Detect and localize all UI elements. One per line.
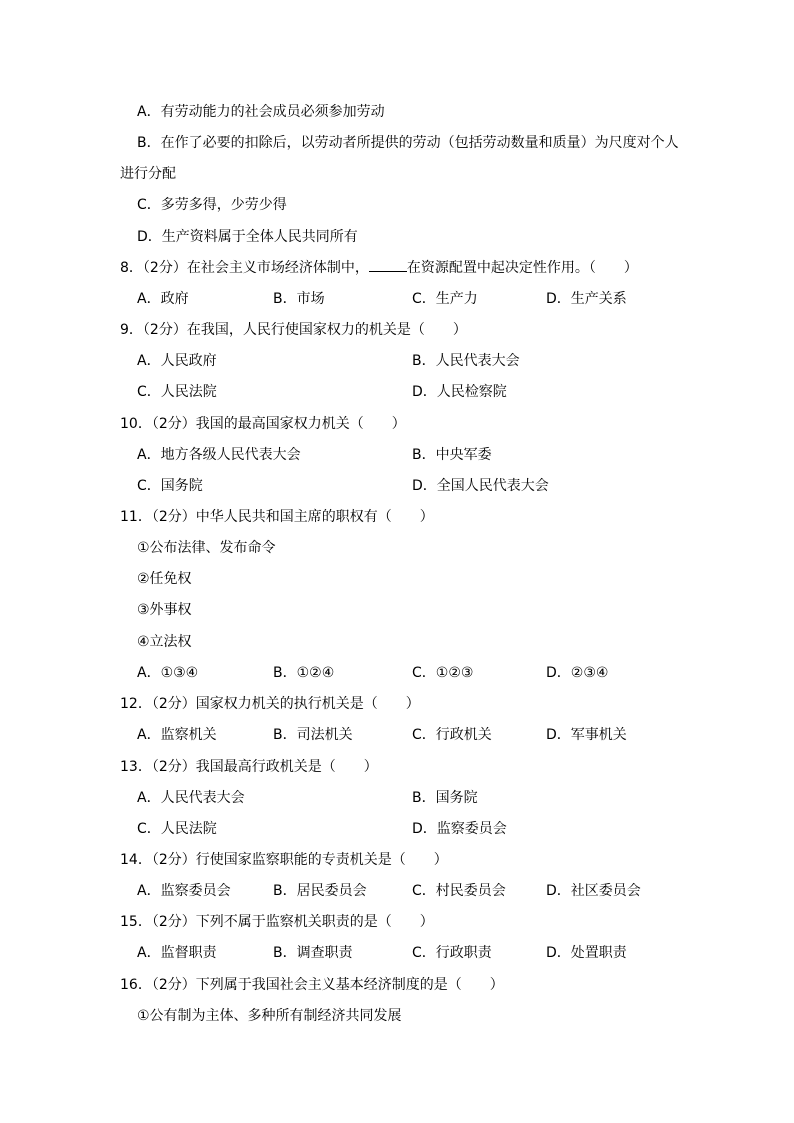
q11-item: ①公布法律、发布命令 xyxy=(137,540,276,556)
question-13-stem: 13．（2分）我国最高行政机关是（ ） xyxy=(120,759,378,775)
question-13-options-row1 xyxy=(0,787,794,809)
question-14-options xyxy=(0,880,794,902)
question-9-options-row2 xyxy=(0,381,794,403)
option: C．生产力 xyxy=(412,291,478,307)
option: B．人民代表大会 xyxy=(412,353,520,369)
option: A．人民代表大会 xyxy=(137,790,245,806)
option: B．司法机关 xyxy=(273,727,353,743)
question-15-options xyxy=(0,942,794,964)
option: B．①②④ xyxy=(273,665,335,681)
question-8-stem xyxy=(120,257,638,279)
question-12-options xyxy=(0,724,794,746)
question-15-stem: 15．（2分）下列不属于监察机关职责的是（ ） xyxy=(120,914,434,930)
option: C．人民法院 xyxy=(137,821,217,837)
q8-stem-before: 8．（2分）在社会主义市场经济体制中， xyxy=(120,260,369,276)
option: D．生产关系 xyxy=(546,291,627,307)
question-13-options-row2 xyxy=(0,818,794,840)
option: A．①③④ xyxy=(137,665,199,681)
option: B．调查职责 xyxy=(273,945,353,961)
q8-stem-after: 在资源配置中起决定性作用。（ ） xyxy=(406,260,638,276)
question-16-stem: 16．（2分）下列属于我国社会主义基本经济制度的是（ ） xyxy=(120,977,504,993)
question-10-stem: 10．（2分）我国的最高国家权力机关（ ） xyxy=(120,416,406,432)
option: C．①②③ xyxy=(412,665,474,681)
option: D．处置职责 xyxy=(546,945,627,961)
question-8-options xyxy=(0,288,794,310)
option: A．监察机关 xyxy=(137,727,217,743)
q11-item: ②任免权 xyxy=(137,571,192,587)
q11-item: ③外事权 xyxy=(137,602,192,618)
question-9-stem: 9．（2分）在我国，人民行使国家权力的机关是（ ） xyxy=(120,322,467,338)
answer-blank xyxy=(369,257,407,272)
q7-option-b-line1: B．在作了必要的扣除后，以劳动者所提供的劳动（包括劳动数量和质量）为尺度对个人 xyxy=(137,135,679,151)
option: B．市场 xyxy=(273,291,325,307)
question-14-stem: 14．（2分）行使国家监察职能的专责机关是（ ） xyxy=(120,852,448,868)
option: D．全国人民代表大会 xyxy=(412,478,549,494)
q7-option-d: D．生产资料属于全体人民共同所有 xyxy=(137,229,358,245)
q7-option-b-line2: 进行分配 xyxy=(120,166,176,182)
q7-option-c: C．多劳多得，少劳少得 xyxy=(137,197,287,213)
option: C．行政机关 xyxy=(412,727,492,743)
option: D．监察委员会 xyxy=(412,821,507,837)
option: C．人民法院 xyxy=(137,384,217,400)
question-10-options-row1 xyxy=(0,444,794,466)
q16-item: ①公有制为主体、多种所有制经济共同发展 xyxy=(137,1008,402,1024)
option: A．人民政府 xyxy=(137,353,217,369)
option: B．国务院 xyxy=(412,790,478,806)
question-12-stem: 12．（2分）国家权力机关的执行机关是（ ） xyxy=(120,696,420,712)
option: D．②③④ xyxy=(546,665,609,681)
question-11-stem: 11．（2分）中华人民共和国主席的职权有（ ） xyxy=(120,509,434,525)
question-9-options-row1 xyxy=(0,350,794,372)
option: A．监察委员会 xyxy=(137,883,231,899)
q11-item: ④立法权 xyxy=(137,634,192,650)
option: D．人民检察院 xyxy=(412,384,507,400)
option: B．居民委员会 xyxy=(273,883,367,899)
option: A．政府 xyxy=(137,291,189,307)
option: A．地方各级人民代表大会 xyxy=(137,447,301,463)
option: B．中央军委 xyxy=(412,447,492,463)
question-10-options-row2 xyxy=(0,475,794,497)
option: C．村民委员会 xyxy=(412,883,506,899)
option: D．社区委员会 xyxy=(546,883,641,899)
q7-option-a: A．有劳动能力的社会成员必须参加劳动 xyxy=(137,104,385,120)
option: D．军事机关 xyxy=(546,727,627,743)
question-11-options xyxy=(0,662,794,684)
option: A．监督职责 xyxy=(137,945,217,961)
option: C．行政职责 xyxy=(412,945,492,961)
option: C．国务院 xyxy=(137,478,203,494)
